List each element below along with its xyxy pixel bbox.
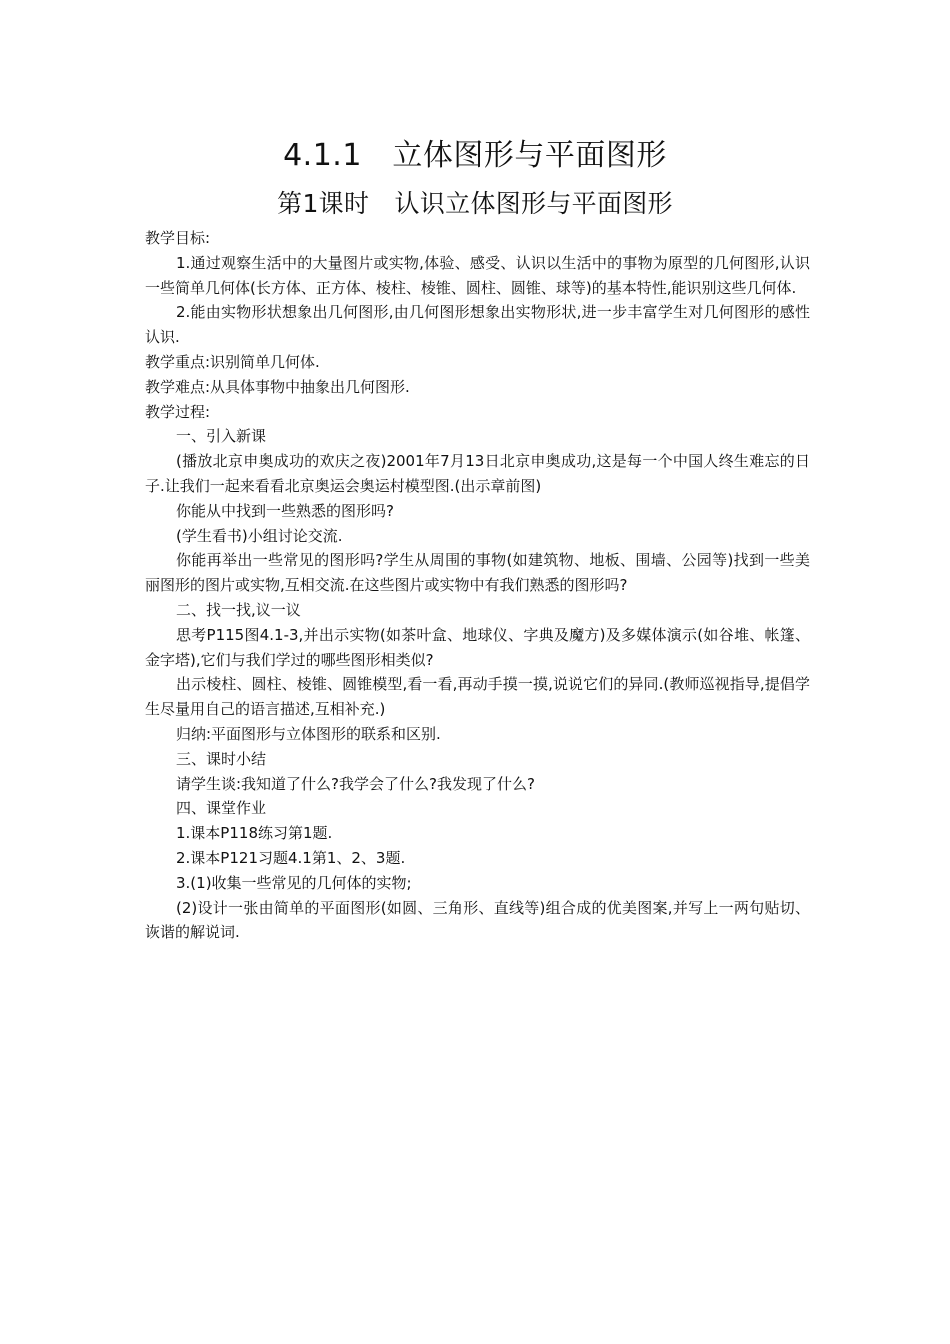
section-heading: 三、课时小结 — [176, 749, 267, 768]
paragraph: 你能从中找到一些熟悉的图形吗? — [176, 501, 394, 520]
paragraph: 教学目标: — [145, 229, 211, 247]
page-title: 4.1.1 立体图形与平面图形 — [283, 138, 667, 173]
paragraph: 2.能由实物形状想象出几何图形,由几何图形想象出实物形状,进一步丰富学生对几何图形的感性认识. — [145, 303, 810, 347]
paragraph: 教学重点:识别简单几何体. — [145, 352, 320, 371]
paragraph: 请学生谈:我知道了什么?我学会了什么?我发现了什么? — [176, 774, 535, 793]
paragraph: 你能再举出一些常见的图形吗?学生从周围的事物(如建筑物、地板、围墙、公园等)找到一些美丽图形的图片或实物,互相交流.在这些图片或实物中有我们熟悉的图形吗? — [145, 551, 810, 595]
section-heading: 一、引入新课 — [176, 427, 267, 446]
paragraph: 思考P115图4.1-3,并出示实物(如茶叶盒、地球仪、字典及魔方)及多媒体演示(如谷堆、帐篷、金字塔),它们与我们学过的哪些图形相类似? — [145, 625, 810, 669]
paragraph: 归纳:平面图形与立体图形的联系和区别. — [176, 724, 441, 743]
document-body — [145, 226, 810, 945]
paragraph: (学生看书)小组讨论交流. — [176, 526, 343, 545]
page-subtitle: 第1课时 认识立体图形与平面图形 — [277, 189, 673, 218]
paragraph: (播放北京申奥成功的欢庆之夜)2001年7月13日北京申奥成功,这是每一个中国人终生难忘的日子.让我们一起来看看北京奥运会奥运村模型图.(出示章前图) — [145, 452, 810, 495]
section-heading: 四、课堂作业 — [176, 799, 267, 818]
paragraph: 1.通过观察生活中的大量图片或实物,体验、感受、认识以生活中的事物为原型的几何图形,认识一些简单几何体(长方体、正方体、棱柱、棱锥、圆柱、圆锥、球等)的基本特性,能识别这些几何体. — [145, 253, 810, 297]
paragraph: 3.(1)收集一些常见的几何体的实物; — [176, 873, 412, 892]
section-heading: 二、找一找,议一议 — [176, 600, 301, 619]
paragraph: 1.课本P118练习第1题. — [176, 824, 333, 843]
paragraph: 教学过程: — [145, 402, 211, 421]
paragraph: (2)设计一张由简单的平面图形(如圆、三角形、直线等)组合成的优美图案,并写上一两句贴切、诙谐的解说词. — [145, 898, 810, 942]
paragraph: 2.课本P121习题4.1第1、2、3题. — [176, 848, 406, 867]
paragraph: 出示棱柱、圆柱、棱锥、圆锥模型,看一看,再动手摸一摸,说说它们的异同.(教师巡视指导,提倡学生尽量用自己的语言描述,互相补充.) — [145, 675, 810, 719]
paragraph: 教学难点:从具体事物中抽象出几何图形. — [145, 377, 410, 396]
